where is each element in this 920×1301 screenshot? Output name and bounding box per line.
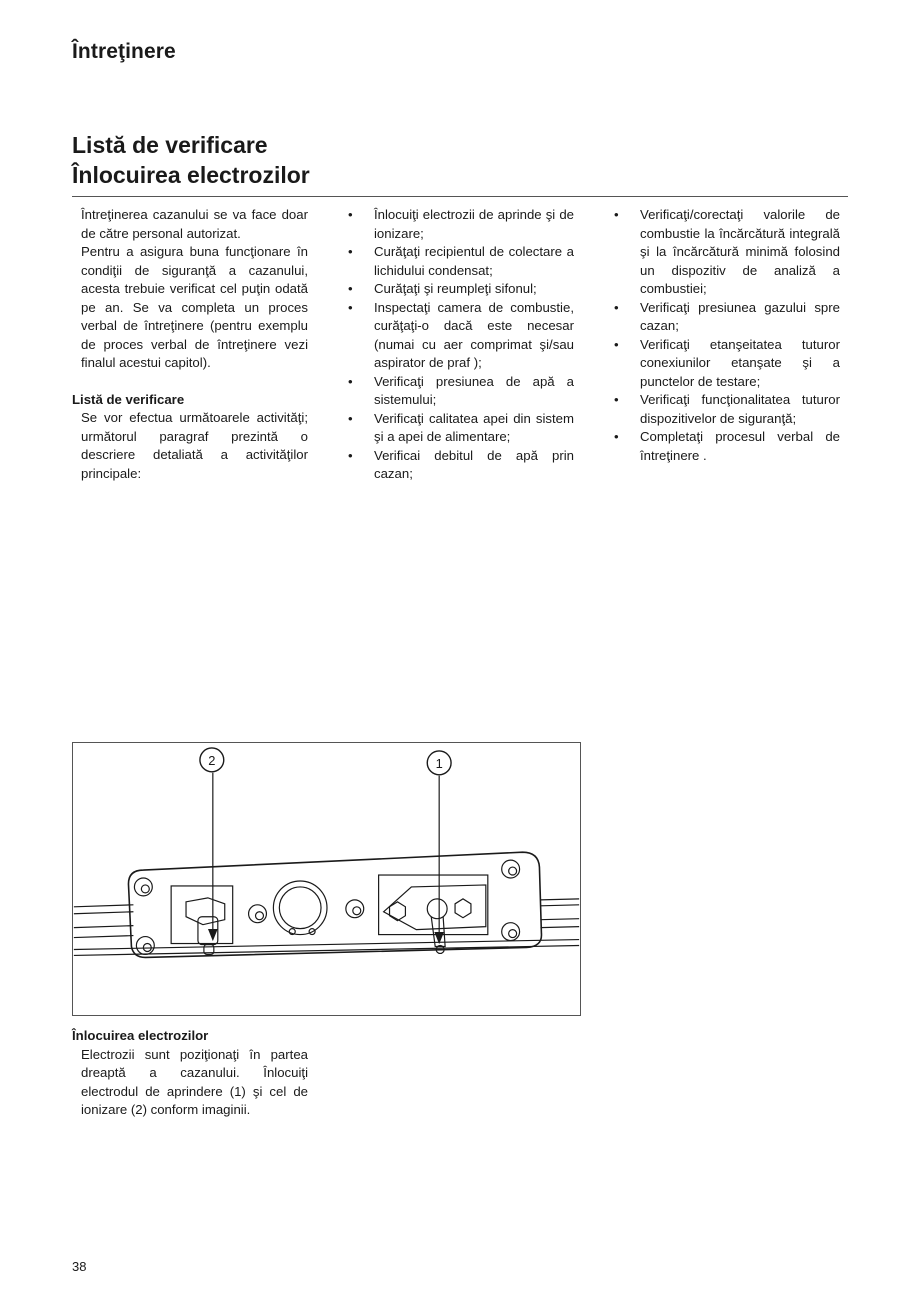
checklist-item: • Înlocuiţi electrozii de aprinde şi de ionizare;	[340, 206, 574, 243]
column-intro	[72, 206, 308, 483]
section-title-line-1: Listă de verificare	[72, 132, 268, 158]
checklist-item: • Curăţaţi recipientul de colectare a lichidului condensat;	[340, 243, 574, 280]
page-number: 38	[72, 1259, 87, 1274]
checklist-item: • Verificaţi calitatea apei din sistem şi a apei de alimentare;	[340, 410, 574, 447]
section-title	[72, 130, 310, 190]
intro-paragraph-2: Pentru a asigura buna funcţionare în condiţii de siguranţă a cazanului, acesta trebuie verificat cel puţin odată pe an. Se va completa un proces verbal de întreţinere (pentru exemplu de proces verbal de întreţinere vezi finalul acestui capitol).	[81, 244, 308, 370]
chapter-title: Întreţinere	[72, 40, 176, 63]
checklist-list-1	[340, 206, 574, 484]
electrode-heading: Înlocuirea electrozilor	[72, 1028, 209, 1043]
callout-2-label: 2	[208, 752, 216, 768]
callout-2-arrow-icon	[209, 773, 217, 940]
checklist-item: • Curăţaţi şi reumpleţi sifonul;	[340, 280, 574, 299]
checklist-item: • Verificaţi etanşeitatea tuturor conexiunilor etanşate şi a punctelor de testare;	[606, 336, 840, 392]
checklist-item: • Verificaţi/corectaţi valorile de combustie la încărcătură integrală şi la încărcătură minimă folosind un dispozitiv de analiză a combustiei;	[606, 206, 840, 299]
column-checklist-2	[606, 206, 840, 465]
checklist-item: • Completaţi procesul verbal de întreţinere .	[606, 428, 840, 465]
electrode-diagram	[72, 742, 581, 1016]
column-checklist-1	[340, 206, 574, 484]
section-divider	[72, 196, 848, 197]
checklist-item: • Inspectaţi camera de combustie, curăţaţi-o dacă este necesar (numai cu aer comprimat şi/sau aspirator de praf );	[340, 299, 574, 373]
sight-glass-icon	[273, 881, 327, 935]
checklist-list-2	[606, 206, 840, 465]
intro-paragraph-1: Întreţinerea cazanului se va face doar de către personal autorizat.	[81, 207, 308, 241]
checklist-intro: Se vor efectua următoarele activităţi; următorul paragraf prezintă o descriere detaliată a activităţilor principale:	[81, 410, 308, 481]
electrode-replacement-section	[72, 1027, 308, 1120]
checklist-item: • Verificaţi funcţionalitatea tuturor dispozitivelor de siguranţă;	[606, 391, 840, 428]
section-title-line-2: Înlocuirea electrozilor	[72, 162, 310, 188]
checklist-heading: Listă de verificare	[72, 391, 185, 407]
callout-1-label: 1	[435, 755, 443, 771]
checklist-item: • Verificaţi presiunea de apă a sistemului;	[340, 373, 574, 410]
checklist-item: • Verificai debitul de apă prin cazan;	[340, 447, 574, 484]
ionization-electrode-icon	[171, 886, 233, 954]
electrode-text: Electrozii sunt poziţionaţi în partea dreaptă a cazanului. Înlocuiţi electrodul de aprindere (1) şi cel de ionizare (2) conform imaginii.	[81, 1046, 308, 1117]
checklist-item: • Verificaţi presiunea gazului spre cazan;	[606, 299, 840, 336]
